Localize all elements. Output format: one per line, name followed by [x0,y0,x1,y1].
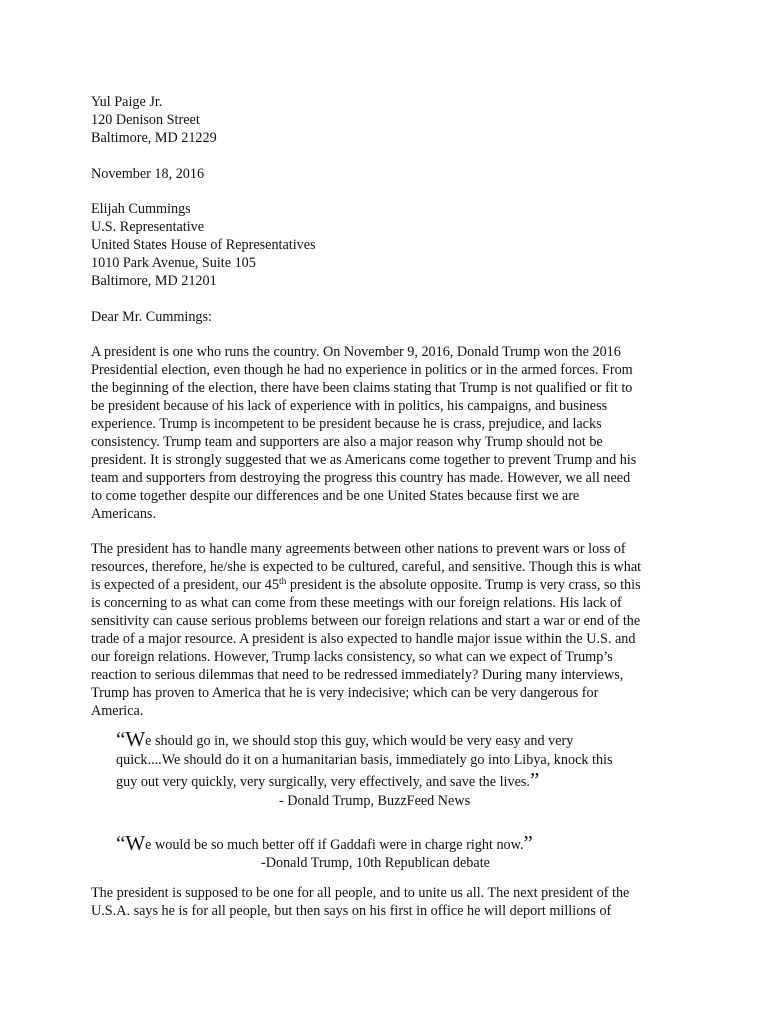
paragraph-line: president. It is strongly suggested that we as Americans come together to prevent Trump and his [91,452,637,469]
paragraph-line: consistency. Trump team and supporters are also a major reason why Trump should not be [91,434,603,451]
blockquote-1 [116,729,676,792]
paragraph-line: resources, therefore, he/she is expected to be cultured, careful, and sensitive. Though this is what [91,559,642,576]
quote-text: guy out very quickly, very surgically, very effectively, and save the lives. [116,774,530,790]
recipient-city: Baltimore, MD 21201 [91,272,217,289]
line-text: is expected of a president, our 45 [91,577,279,594]
paragraph-line: America. [91,703,144,720]
paragraph-line: Trump has proven to America that he is very indecisive; which can be very dangerous for [91,685,599,702]
quote-open-mark: “W [116,831,146,855]
ordinal-suffix: th [278,577,287,588]
sender-city: Baltimore, MD 21229 [91,129,217,146]
body-paragraph-2 [91,540,671,720]
sender-street: 120 Denison Street [91,111,200,128]
paragraph-line [91,576,671,594]
salutation-block [91,309,671,327]
line-text: president is the absolute opposite. Trump is very crass, so this [286,577,641,594]
paragraph-line: is concerning to as what can come from these meetings with our foreign relations. His lack of [91,595,622,612]
paragraph-line: team and supporters from destroying the progress this country has made. However, we all need [91,470,631,487]
quote-1-attribution: - Donald Trump, BuzzFeed News [279,793,471,809]
paragraph-line: The president has to handle many agreements between other nations to prevent wars or loss of [91,541,626,557]
recipient-org: United States House of Representatives [91,236,316,253]
quote-text: e should go in, we should stop this guy, which would be very easy and very [145,733,574,749]
paragraph-line: be president because of his lack of experience with in politics, his campaigns, and business [91,398,608,415]
recipient-title: U.S. Representative [91,218,205,235]
paragraph-line: trade of a major resource. A president is also expected to handle major issue within the U.S. and [91,631,636,648]
paragraph-line: reaction to serious dilemmas that need to be redressed immediately? During many interviews, [91,667,624,684]
quote-line [116,729,676,751]
paragraph-line: experience. Trump is incompetent to be president because he is crass, prejudice, and lacks [91,416,602,433]
letter-date: November 18, 2016 [91,166,205,182]
quote-close-mark: ” [529,768,540,792]
quote-close-mark: ” [523,831,533,855]
quote-text: e would be so much better off if Gaddafi were in charge right now. [145,837,524,853]
blockquote-2 [116,833,676,855]
paragraph-line: Presidential election, even though he had no experience in politics or in the armed forces. From [91,362,633,379]
recipient-address [91,201,671,291]
body-paragraph-3 [91,884,671,920]
sender-name: Yul Paige Jr. [91,94,163,110]
paragraph-line: The president is supposed to be one for all people, and to unite us all. The next president of the [91,885,630,901]
paragraph-line: U.S.A. says he is for all people, but then says on his first in office he will deport millions of [91,903,612,920]
recipient-street: 1010 Park Avenue, Suite 105 [91,254,256,271]
quote-line [116,770,676,792]
salutation: Dear Mr. Cummings: [91,309,212,325]
quote-2-attribution: -Donald Trump, 10th Republican debate [261,855,490,871]
quote-line [116,833,676,855]
paragraph-line: sensitivity can cause serious problems between our foreign relations and start a war or end of the [91,613,641,630]
paragraph-line: Americans. [91,506,157,523]
quote-line: quick....We should do it on a humanitarian basis, immediately go into Libya, knock this [116,752,613,768]
paragraph-line: A president is one who runs the country. On November 9, 2016, Donald Trump won the 2016 [91,344,621,360]
paragraph-line: our foreign relations. However, Trump lacks consistency, so what can we expect of Trump’s [91,649,613,666]
quote-open-mark: “W [116,727,146,751]
paragraph-line: the beginning of the election, there have been claims stating that Trump is not qualified or fit to [91,380,633,397]
paragraph-line: to come together despite our differences and be one United States because first we are [91,488,580,505]
sender-address [91,94,671,148]
body-paragraph-1 [91,343,671,523]
recipient-name: Elijah Cummings [91,201,191,217]
letter-date-block [91,166,671,184]
